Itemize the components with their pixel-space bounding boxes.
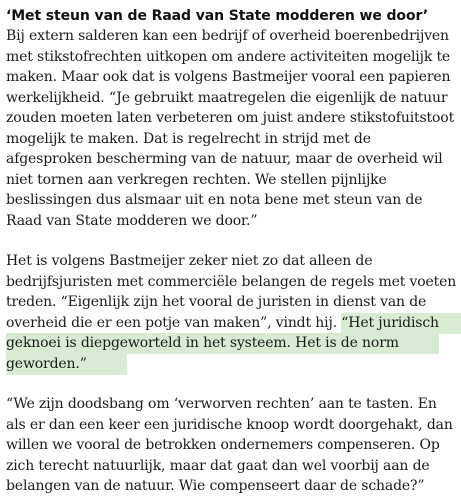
paragraph-2-text: Het is volgens Bastmeijer zeker niet zo dat alleen de bedrijfsjuristen met commerciële belangen de regels met voeten treden. “Eigenlijk zijn het vooral de juristen in dienst van de overheid die er een potje van maken”, vindt hij. (6, 253, 457, 331)
highlighted-quote[interactable]: “Het juridisch geknoei is diepgeworteld in het systeem. Het is de norm geworden.” (6, 313, 461, 375)
article-subheading: ‘Met steun van de Raad van State modderen we door’ (6, 8, 429, 24)
paragraph-1-text: Bij extern salderen kan een bedrijf of overheid boerenbedrijven met stikstofrechten uitkopen om andere activiteiten mogelijk te maken. Maar ook dat is volgens Bastmeijer vooral een papieren werkelijkheid. “Je gebruikt maatregelen die eigenlijk de natuur zouden moeten laten verbeteren om juist andere stikstofuitstoot mogelijk te maken. Dat is regelrecht in strijd met de afgesproken bescherming van de natuur, maar de overheid wil niet tornen aan verkregen rechten. We stellen pijnlijke beslissingen dus alsmaar uit en nota bene met steun van de Raad van State modderen we door.” (6, 28, 455, 229)
article-paragraph-3 (6, 394, 461, 497)
paragraph-3-text: “We zijn doodsbang om ‘verworven rechten’ aan te tasten. En als er dan een keer een juridische knoop wordt doorgehakt, dan willen we vooral de betrokken ondernemers compenseren. Op zich terecht natuurlijk, maar dat gaat dan wel voorbij aan de belangen van de natuur. Wie compenseert daar de schade?” (6, 396, 453, 494)
article-paragraph-1 (6, 26, 461, 231)
article-paragraph-2 (6, 251, 461, 374)
